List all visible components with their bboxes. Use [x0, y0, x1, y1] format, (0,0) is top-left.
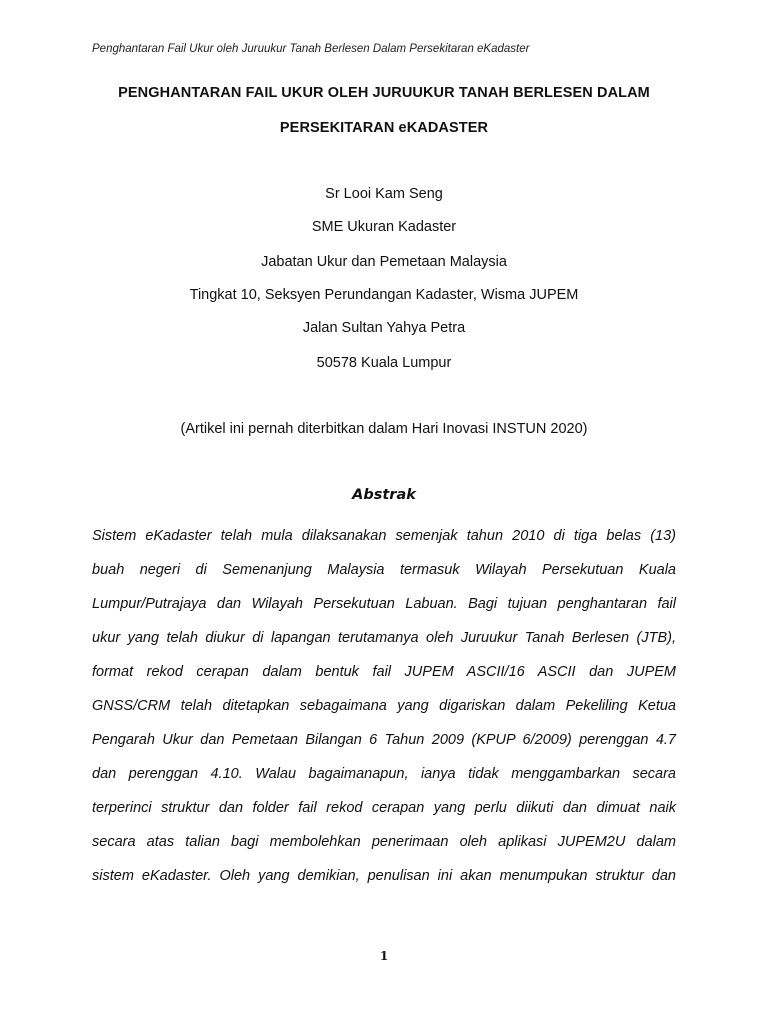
abstract-line: secara atas talian bagi membolehkan penerimaan oleh aplikasi JUPEM2U dalam	[92, 834, 676, 850]
publication-note: (Artikel ini pernah diterbitkan dalam Hari Inovasi INSTUN 2020)	[180, 421, 588, 437]
abstract-line: Pengarah Ukur dan Pemetaan Bilangan 6 Tahun 2009 (KPUP 6/2009) perenggan 4.7	[92, 732, 676, 748]
abstract-line: buah negeri di Semenanjung Malaysia termasuk Wilayah Persekutuan Kuala	[92, 562, 676, 578]
abstract-line: format rekod cerapan dalam bentuk fail JUPEM ASCII/16 ASCII dan JUPEM	[92, 664, 676, 680]
abstract-line: terperinci struktur dan folder fail rekod cerapan yang perlu diikuti dan dimuat naik	[92, 800, 676, 816]
running-header: Penghantaran Fail Ukur oleh Juruukur Tanah Berlesen Dalam Persekitaran eKadaster	[92, 43, 530, 55]
abstract-heading: Abstrak	[352, 487, 416, 503]
title-line-2: PERSEKITARAN eKADASTER	[279, 120, 489, 136]
title-line-1: PENGHANTARAN FAIL UKUR OLEH JURUUKUR TANAH BERLESEN DALAM	[118, 85, 650, 101]
author-department: Jabatan Ukur dan Pemetaan Malaysia	[261, 254, 507, 270]
author-address-line-1: Tingkat 10, Seksyen Perundangan Kadaster, Wisma JUPEM	[189, 287, 579, 303]
abstract-line: Sistem eKadaster telah mula dilaksanakan semenjak tahun 2010 di tiga belas (13)	[92, 528, 676, 544]
author-name: Sr Looi Kam Seng	[325, 186, 443, 202]
abstract-line: ukur yang telah diukur di lapangan terutamanya oleh Juruukur Tanah Berlesen (JTB),	[92, 630, 676, 646]
author-address-line-3: 50578 Kuala Lumpur	[316, 355, 452, 371]
abstract-body	[92, 519, 676, 893]
page-number: 1	[379, 949, 389, 963]
abstract-line: GNSS/CRM telah ditetapkan sebagaimana yang digariskan dalam Pekeliling Ketua	[92, 698, 676, 714]
abstract-line: Lumpur/Putrajaya dan Wilayah Persekutuan Labuan. Bagi tujuan penghantaran fail	[92, 596, 676, 612]
abstract-line: sistem eKadaster. Oleh yang demikian, penulisan ini akan menumpukan struktur dan	[92, 868, 676, 884]
author-address-line-2: Jalan Sultan Yahya Petra	[302, 320, 466, 336]
author-position: SME Ukuran Kadaster	[311, 219, 457, 235]
abstract-line: dan perenggan 4.10. Walau bagaimanapun, ianya tidak menggambarkan secara	[92, 766, 676, 782]
